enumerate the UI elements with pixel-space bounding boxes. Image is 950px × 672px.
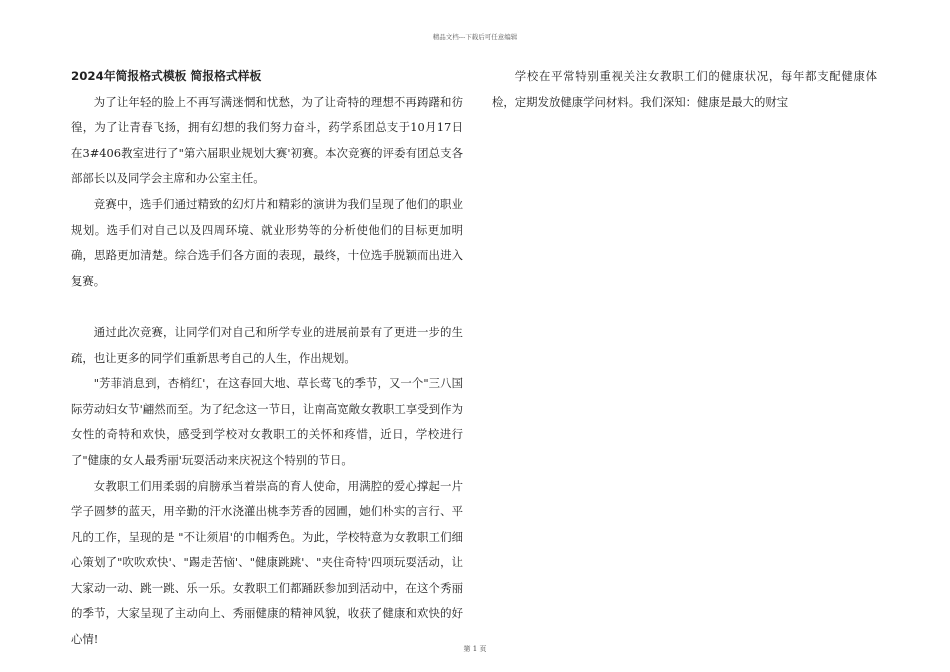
paragraph-activities: 女教职工们用柔弱的肩膀承当着崇高的育人使命，用满腔的爱心撑起一片学子圆梦的蓝天，用辛勤的汗水浇灌出桃李芳香的园圃，她们朴实的言行、平凡的工作，呈现的是 "不让须眉'的巾帼秀色。为此，学校特意为女教职工们细心策划了"吹吹欢快'、"踢走苦恼'、"健康跳跳'、"夹住奇特'四项玩耍活动，让大家动一动、跳一跳、乐一乐。女教职工们都踊跃参加到活动中，在这个秀丽的季节，大家呈现了主动向上、秀丽健康的精神风貌，收获了健康和欢快的好心情!	[71, 478, 463, 647]
left-column	[71, 64, 463, 653]
page-header: 精品文档---下载后可任意编辑	[432, 33, 518, 41]
page-number: 第 1 页	[463, 645, 487, 653]
paragraph-health: 学校在平常特别重视关注女教职工们的健康状况，每年都支配健康体检，定期发放健康学问材料。我们深知：健康是最大的财宝	[492, 69, 877, 109]
paragraph-intro: 为了让年轻的脸上不再写满迷惘和忧愁，为了让奇特的理想不再踌躇和彷徨，为了让青春飞扬，拥有幻想的我们努力奋斗，药学系团总支于10月17日在3#406教室进行了"第六届职业规划大赛'初赛。本次竞赛的评委有团总支各部部长以及同学会主席和办公室主任。	[71, 94, 463, 186]
paragraph-result: 通过此次竞赛，让同学们对自己和所学专业的进展前景有了更进一步的生疏，也让更多的同学们重新思考自己的人生，作出规划。	[71, 324, 463, 365]
right-column	[492, 64, 877, 115]
document-title: 2024年简报格式模板 简报格式样板	[71, 69, 262, 83]
paragraph-gap	[71, 294, 463, 320]
paragraph-competition: 竞赛中，选手们通过精致的幻灯片和精彩的演讲为我们呈现了他们的职业规划。选手们对自己以及四周环境、就业形势等的分析使他们的目标更加明确，思路更加清楚。综合选手们各方面的表现，最终，十位选手脱颖而出进入复赛。	[71, 196, 463, 288]
paragraph-womens-day: "芳菲消息到，杏梢红'，在这春回大地、草长莺飞的季节，又一个"三八国际劳动妇女节'翩然而至。为了纪念这一节日，让南高宽敞女教职工享受到作为女性的奇特和欢快，感受到学校对女教职工的关怀和疼惜，近日，学校进行了"健康的女人最秀丽'玩耍活动来庆祝这个特别的节日。	[71, 376, 463, 467]
